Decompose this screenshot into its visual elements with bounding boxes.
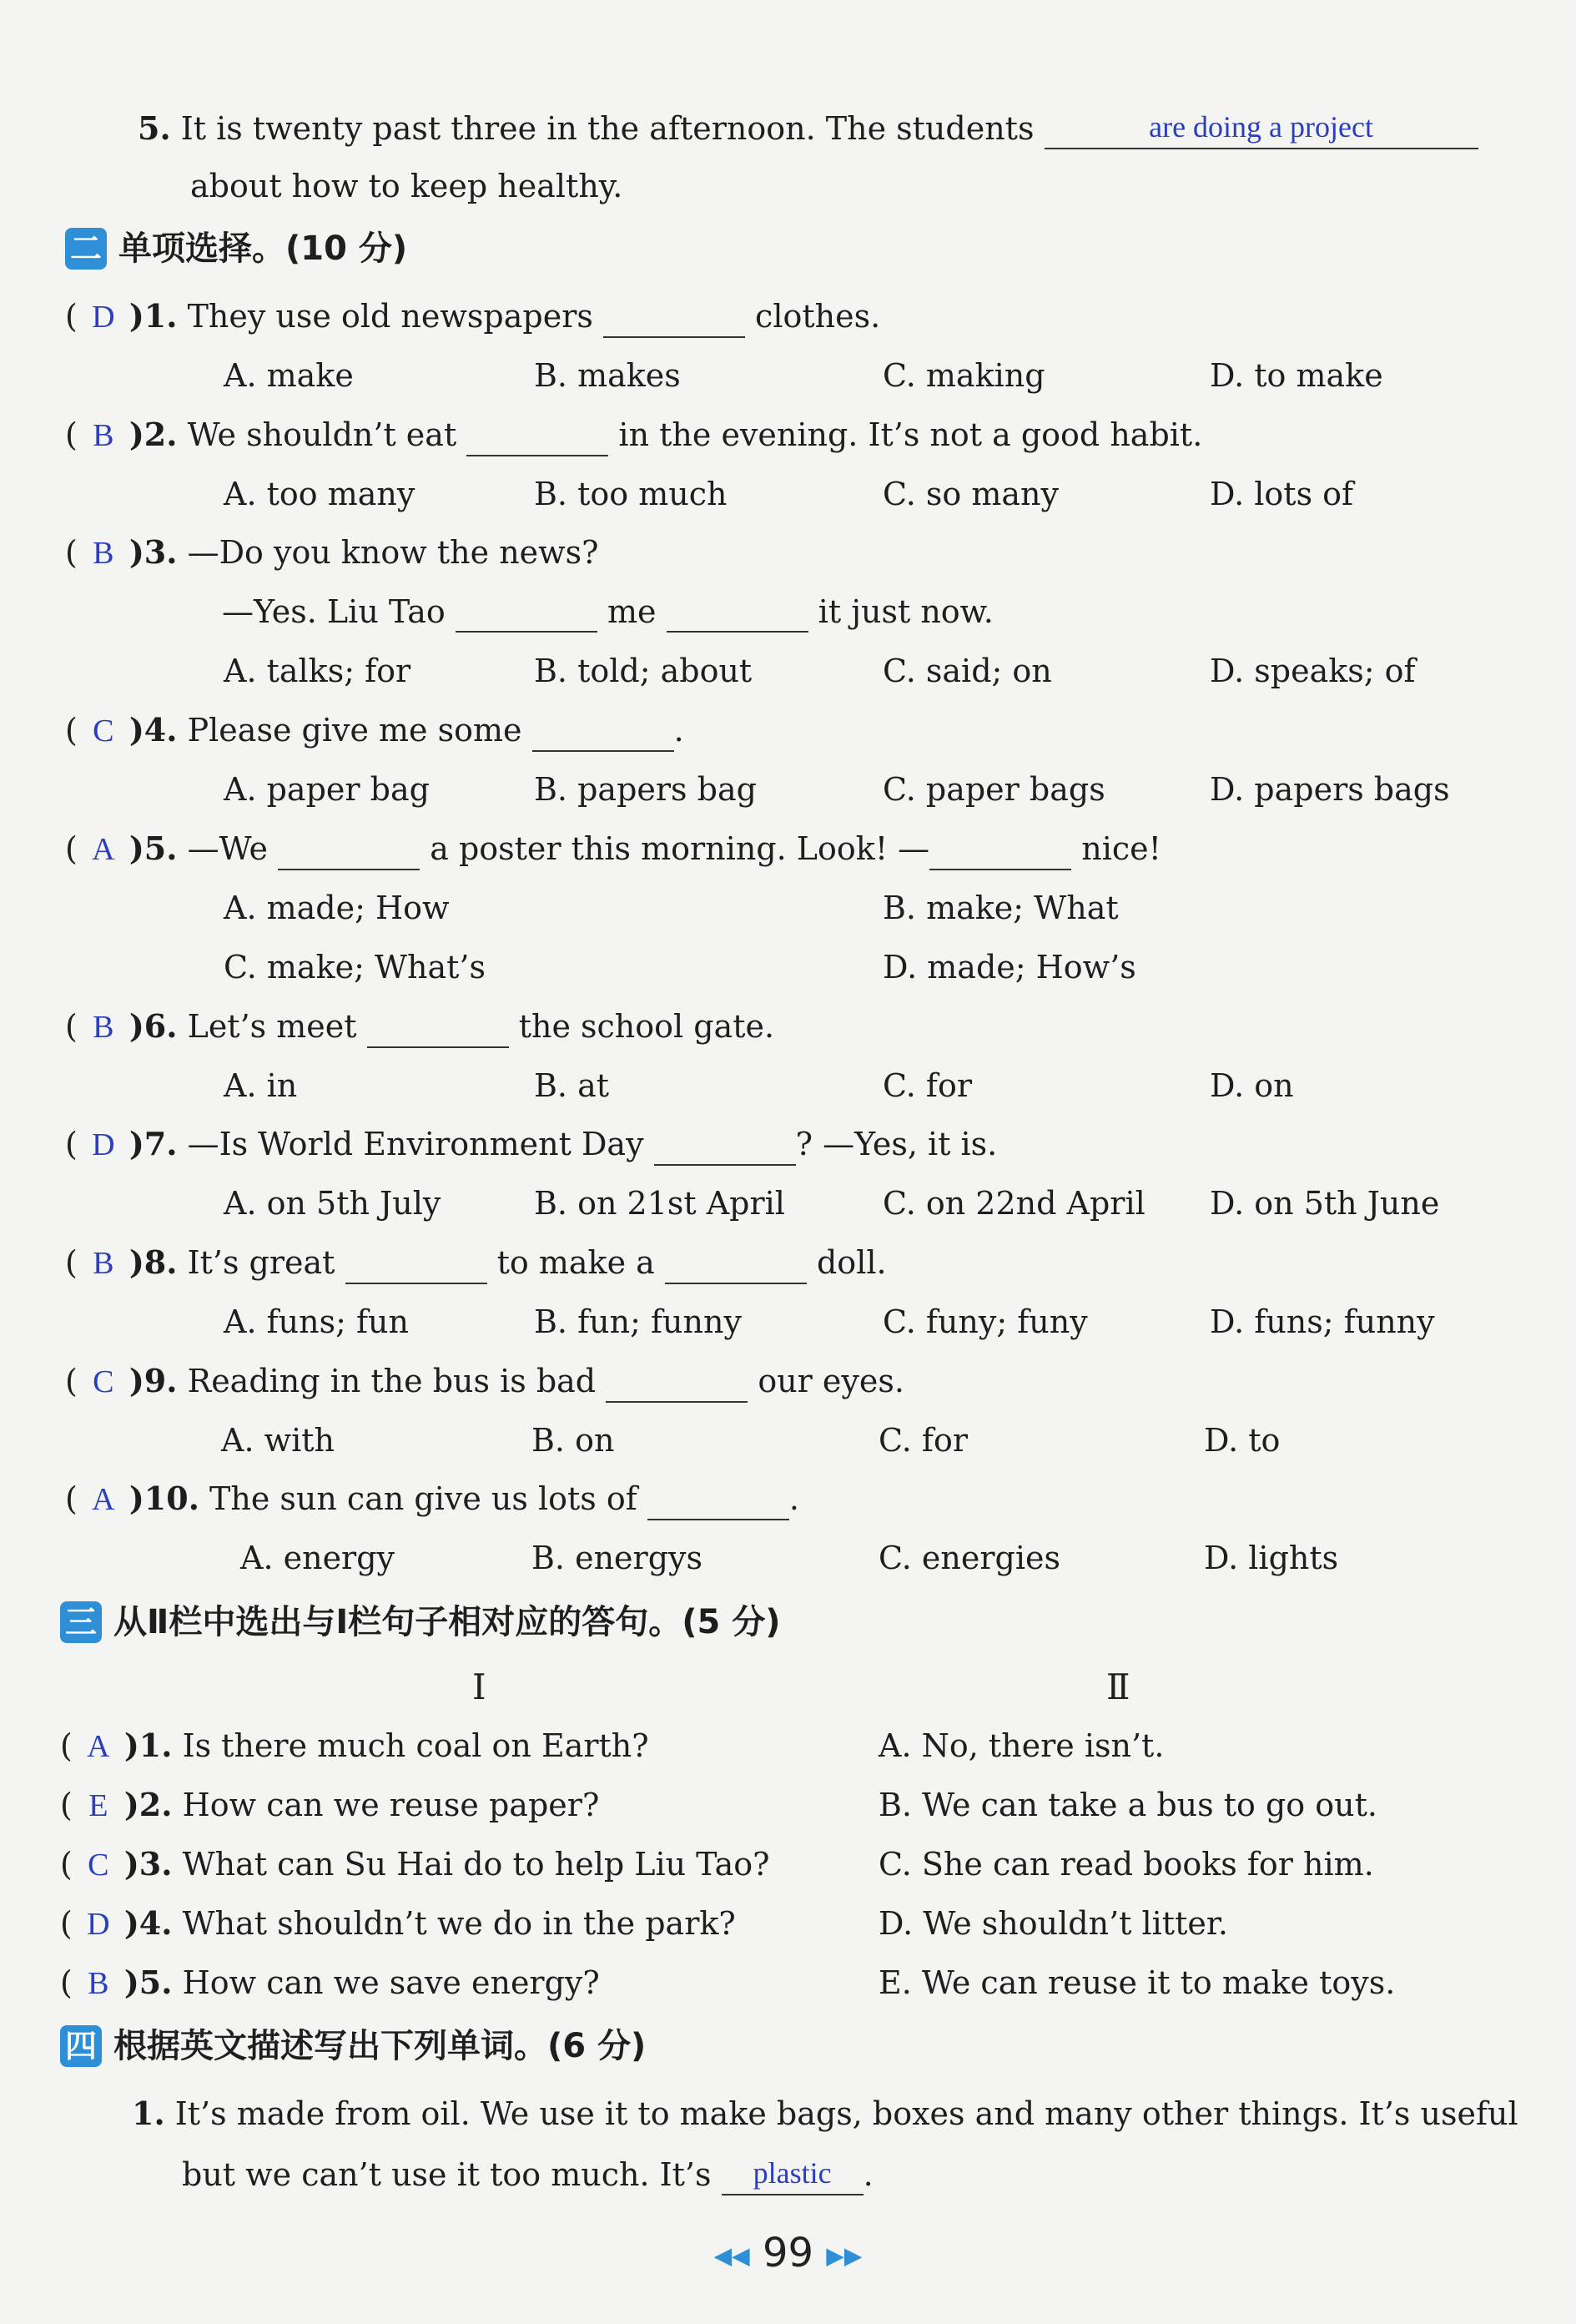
match-reply-b[interactable]: B. We can take a bus to go out. <box>879 1787 1377 1823</box>
option-d[interactable]: D. papers bags <box>1210 771 1450 808</box>
question-9: ( C )9. Reading in the bus is bad our eyes. <box>65 1360 904 1403</box>
answer-mark[interactable]: D <box>92 300 115 335</box>
answer-mark[interactable]: C <box>93 1364 114 1399</box>
option-a[interactable]: A. funs; fun <box>224 1303 410 1340</box>
item-text: It is twenty past three in the afternoon. The students <box>180 110 1035 147</box>
option-a[interactable]: A. on 5th July <box>224 1185 441 1222</box>
option-c[interactable]: C. paper bags <box>883 771 1105 808</box>
option-b[interactable]: B. energys <box>531 1540 702 1576</box>
answer-mark[interactable]: B <box>88 1966 109 2001</box>
option-b[interactable]: B. on 21st April <box>534 1185 785 1222</box>
option-a[interactable]: A. talks; for <box>224 653 411 689</box>
answer-mark[interactable]: B <box>93 536 114 571</box>
option-d[interactable]: D. on <box>1210 1067 1294 1104</box>
option-c[interactable]: C. energies <box>879 1540 1060 1576</box>
match-row-2: ( E )2. How can we reuse paper? <box>60 1784 599 1827</box>
section-title: 单项选择。(10 分) <box>118 229 408 268</box>
column-two-header: Ⅱ <box>1106 1666 1130 1707</box>
page-number: 99 <box>762 2230 814 2276</box>
answer-mark[interactable]: B <box>93 1010 114 1045</box>
option-b[interactable]: B. makes <box>534 357 681 394</box>
fill-blank[interactable] <box>654 1127 796 1166</box>
option-d[interactable]: D. to make <box>1210 357 1383 394</box>
question-6: ( B )6. Let’s meet the school gate. <box>65 1006 774 1048</box>
option-c[interactable]: C. for <box>879 1422 968 1459</box>
question-7: ( D )7. —Is World Environment Day ? —Yes, it is. <box>65 1123 997 1166</box>
fill-blank[interactable] <box>345 1246 487 1284</box>
question-8: ( B )8. It’s great to make a doll. <box>65 1242 887 1284</box>
match-reply-a[interactable]: A. No, there isn’t. <box>879 1727 1165 1764</box>
option-a[interactable]: A. energy <box>240 1540 395 1576</box>
option-d[interactable]: D. speaks; of <box>1210 653 1416 689</box>
answer-mark[interactable]: A <box>92 1482 115 1517</box>
match-row-3: ( C )3. What can Su Hai do to help Liu Tao? <box>60 1843 770 1886</box>
item-number: 1. <box>132 2095 165 2132</box>
option-d[interactable]: D. on 5th June <box>1210 1185 1440 1222</box>
fill-blank[interactable] <box>665 1246 807 1284</box>
question-3-line2: —Yes. Liu Tao me it just now. <box>222 591 994 633</box>
option-c[interactable]: C. funy; funy <box>883 1303 1088 1340</box>
match-reply-c[interactable]: C. She can read books for him. <box>879 1846 1374 1883</box>
prev-arrow-icon: ◀◀ <box>713 2241 750 2270</box>
option-b[interactable]: B. on <box>531 1422 615 1459</box>
answer-mark[interactable]: A <box>87 1729 110 1764</box>
option-d[interactable]: D. made; How’s <box>883 949 1136 986</box>
option-a[interactable]: A. too many <box>224 476 415 512</box>
answer-mark[interactable]: D <box>87 1907 110 1942</box>
section-badge: 四 <box>60 2025 102 2067</box>
question-4: ( C )4. Please give me some . <box>65 709 684 752</box>
option-c[interactable]: C. so many <box>883 476 1059 512</box>
option-c[interactable]: C. said; on <box>883 653 1052 689</box>
question-1: ( D )1. They use old newspapers clothes. <box>65 295 880 338</box>
section-badge: 二 <box>65 228 107 270</box>
fill-blank[interactable] <box>603 300 745 338</box>
fill-blank[interactable] <box>532 713 674 752</box>
answer-mark[interactable]: B <box>93 1246 114 1281</box>
match-reply-e[interactable]: E. We can reuse it to make toys. <box>879 1964 1396 2001</box>
option-a[interactable]: A. paper bag <box>224 771 430 808</box>
fill-blank[interactable] <box>367 1010 509 1048</box>
answer-blank[interactable]: plastic <box>722 2152 864 2195</box>
section-badge: 三 <box>60 1601 102 1643</box>
option-c[interactable]: C. for <box>883 1067 972 1104</box>
answer-mark[interactable]: A <box>92 832 115 867</box>
item-5-line1 <box>138 106 1478 149</box>
question-5: ( A )5. —We a poster this morning. Look! — nice! <box>65 828 1161 870</box>
item-number: 5. <box>138 109 171 147</box>
question-2: ( B )2. We shouldn’t eat in the evening. It’s not a good habit. <box>65 414 1202 456</box>
question-3: ( B )3. —Do you know the news? <box>65 532 599 574</box>
item-text: It’s made from oil. We use it to make bags, boxes and many other things. It’s useful <box>174 2095 1518 2132</box>
item-5-line2: about how to keep healthy. <box>190 168 623 204</box>
option-a[interactable]: A. with <box>221 1422 335 1459</box>
option-d[interactable]: D. lights <box>1204 1540 1339 1576</box>
answer-mark[interactable]: D <box>92 1127 115 1162</box>
match-row-1: ( A )1. Is there much coal on Earth? <box>60 1725 649 1767</box>
question-10: ( A )10. The sun can give us lots of . <box>65 1478 799 1520</box>
option-b[interactable]: B. papers bag <box>534 771 757 808</box>
section-three-header <box>60 1599 781 1646</box>
next-arrow-icon: ▶▶ <box>826 2241 863 2270</box>
section-title: 从Ⅱ栏中选出与Ⅰ栏句子相对应的答句。(5 分) <box>113 1603 781 1641</box>
fill-blank[interactable] <box>667 594 808 633</box>
option-a[interactable]: A. in <box>224 1067 298 1104</box>
answer-blank[interactable]: are doing a project <box>1045 106 1478 149</box>
word-item-1-line2: but we can’t use it too much. It’s plastic . <box>182 2152 874 2195</box>
column-one-header: Ⅰ <box>472 1666 486 1707</box>
option-c[interactable]: C. on 22nd April <box>883 1185 1145 1222</box>
fill-blank[interactable] <box>929 832 1071 870</box>
match-row-4: ( D )4. What shouldn’t we do in the park? <box>60 1903 736 1945</box>
fill-blank[interactable] <box>278 832 420 870</box>
fill-blank[interactable] <box>466 418 608 456</box>
section-title: 根据英文描述写出下列单词。(6 分) <box>113 2027 647 2065</box>
option-d[interactable]: D. funs; funny <box>1210 1303 1435 1340</box>
option-b[interactable]: B. make; What <box>883 890 1119 926</box>
option-b[interactable]: B. at <box>534 1067 610 1104</box>
answer-mark[interactable]: C <box>93 713 114 749</box>
match-reply-d[interactable]: D. We shouldn’t litter. <box>879 1905 1228 1942</box>
option-a[interactable]: A. made; How <box>224 890 450 926</box>
option-b[interactable]: B. told; about <box>534 653 753 689</box>
fill-blank[interactable] <box>456 594 597 633</box>
option-d[interactable]: D. to <box>1204 1422 1281 1459</box>
word-item-1-line1 <box>132 2093 1518 2135</box>
fill-blank[interactable] <box>606 1364 748 1403</box>
section-two-header <box>65 225 407 272</box>
answer-mark[interactable]: B <box>93 418 114 453</box>
answer-mark[interactable]: C <box>88 1848 109 1883</box>
match-row-5: ( B )5. How can we save energy? <box>60 1962 600 2004</box>
section-four-header <box>60 2023 646 2069</box>
option-c[interactable]: C. making <box>883 357 1045 394</box>
option-b[interactable]: B. too much <box>534 476 728 512</box>
page-footer <box>0 2230 1576 2276</box>
option-d[interactable]: D. lots of <box>1210 476 1354 512</box>
answer-mark[interactable]: E <box>88 1788 108 1823</box>
option-a[interactable]: A. make <box>224 357 354 394</box>
option-b[interactable]: B. fun; funny <box>534 1303 742 1340</box>
fill-blank[interactable] <box>647 1482 789 1520</box>
option-c[interactable]: C. make; What’s <box>224 949 486 986</box>
